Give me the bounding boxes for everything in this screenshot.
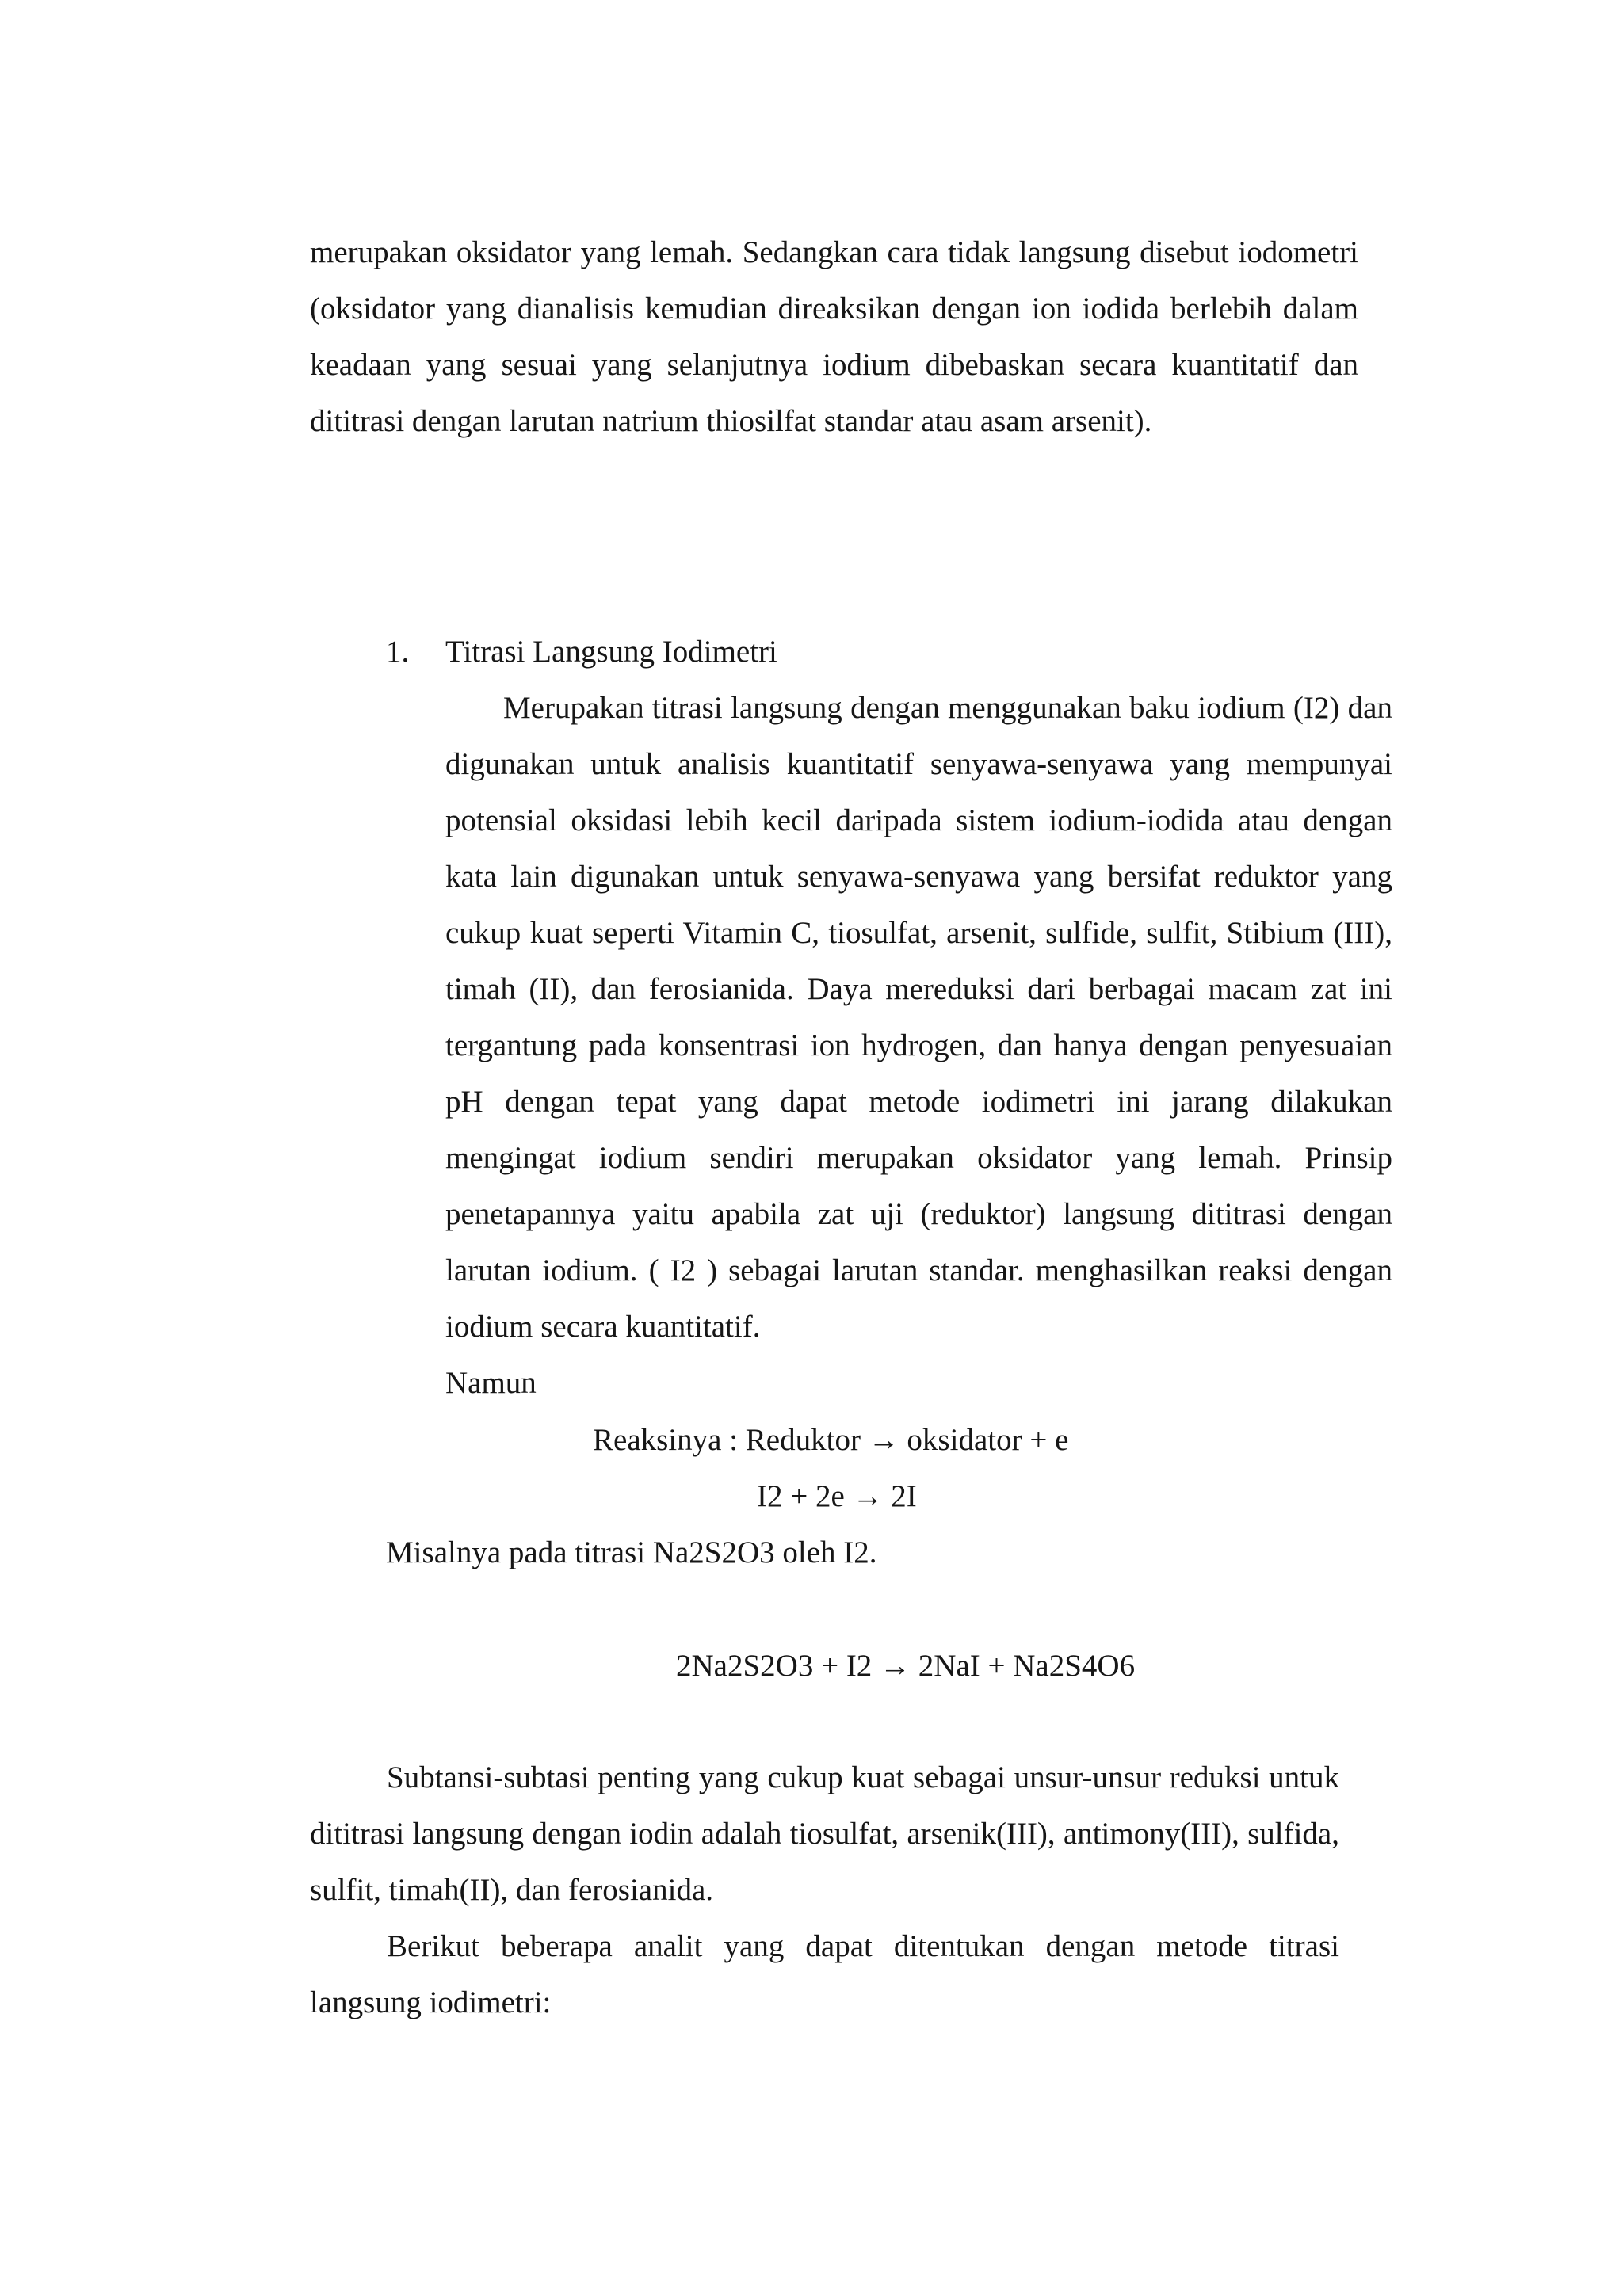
analytes-text: Berikut beberapa analit yang dapat ditentukan dengan metode titrasi langsung iodimetri: [310,1929,1339,2019]
section-body [445,680,1392,1411]
reaction-general: Reaksinya : Reduktor → oksidator + e [593,1423,1069,1457]
reaction-iodine: I2 + 2e → 2I [757,1479,917,1513]
section-number: 1. [386,635,410,669]
substances-text: Subtansi-subtasi penting yang cukup kuat sebagai unsur-unsur reduksi untuk dititrasi langsung dengan iodin adalah tiosulfat, arsenik(III), antimony(III), sulfida, sulfit, timah(II), dan ferosianida. [310,1760,1339,1907]
intro-paragraph [310,224,1358,449]
section-title: Titrasi Langsung Iodimetri [445,635,777,669]
section-body-end: Namun [445,1366,537,1400]
substances-paragraph [310,1749,1339,1918]
section-body-text: Merupakan titrasi langsung dengan menggunakan baku iodium (I2) dan digunakan untuk analisis kuantitatif senyawa-senyawa yang mempunyai potensial oksidasi lebih kecil daripada sistem iodium-iodida atau dengan kata lain digunakan untuk senyawa-senyawa yang bersifat reduktor yang cukup kuat seperti Vitamin C, tiosulfat, arsenit, sulfide, sulfit, Stibium (III), timah (II), dan ferosianida. Daya mereduksi dari berbagai macam zat ini tergantung pada konsentrasi ion hydrogen, dan hanya dengan penyesuaian pH dengan tepat yang dapat metode iodimetri ini jarang dilakukan mengingat iodium sendiri merupakan oksidator yang lemah. Prinsip penetapannya yaitu apabila zat uji (reduktor) langsung dititrasi dengan larutan iodium. ( I2 ) sebagai larutan standar. menghasilkan reaksi dengan iodium secara kuantitatif. [445,691,1392,1344]
reaction-thiosulfate: 2Na2S2O3 + I2 → 2NaI + Na2S4O6 [676,1649,1136,1683]
analytes-paragraph [310,1918,1339,2031]
example-intro: Misalnya pada titrasi Na2S2O3 oleh I2. [386,1535,877,1569]
intro-text: merupakan oksidator yang lemah. Sedangkan cara tidak langsung disebut iodometri (oksidator yang dianalisis kemudian direaksikan dengan ion iodida berlebih dalam keadaan yang sesuai yang selanjutnya iodium dibebaskan secara kuantitatif dan dititrasi dengan larutan natrium thiosilfat standar atau asam arsenit). [310,235,1358,438]
